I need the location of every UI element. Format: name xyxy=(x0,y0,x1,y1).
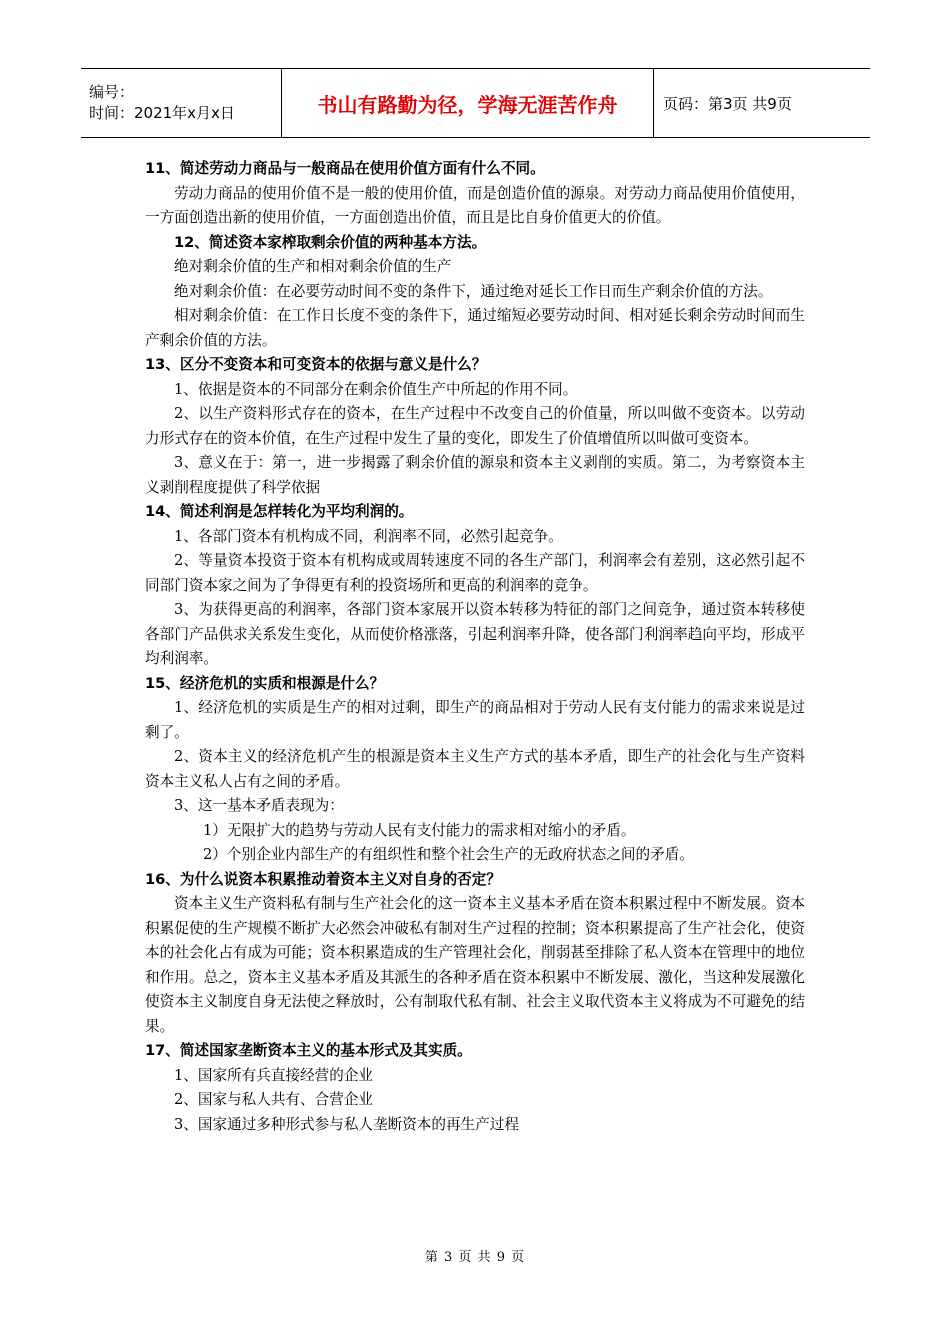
paragraph: 资本主义生产资料私有制与生产社会化的这一资本主义基本矛盾在资本积累过程中不断发展。资本积累促使的生产规模不断扩大必然会冲破私有制对生产过程的控制；资本积累提高了生产社会化，使资本的社会化占有成为可能；资本积累造成的生产管理社会化，削弱甚至排除了私人资本在管理中的地位和作用。总之，资本主义基本矛盾及其派生的各种矛盾在资本积累中不断发展、激化，当这种发展激化使资本主义制度自身无法使之释放时，公有制取代私有制、社会主义取代资本主义将成为不可避免的结果。 xyxy=(145,895,805,1035)
paragraph: 3、国家通过多种形式参与私人垄断资本的再生产过程 xyxy=(174,1115,519,1133)
question-title: 13、区分不变资本和可变资本的依据与意义是什么？ xyxy=(145,356,487,373)
paragraph: 1、依据是资本的不同部分在剩余价值生产中所起的作用不同。 xyxy=(174,380,578,398)
sub-paragraph: 1）无限扩大的趋势与劳动人民有支付能力的需求相对缩小的矛盾。 xyxy=(203,821,636,839)
paragraph: 1、各部门资本有机构成不同，利润率不同，必然引起竞争。 xyxy=(174,527,563,545)
document-body xyxy=(145,157,805,1137)
header-motto-cell xyxy=(282,69,654,137)
header-left-cell xyxy=(81,69,282,137)
question-title: 15、经济危机的实质和根源是什么？ xyxy=(145,674,385,692)
paragraph: 3、这一基本矛盾表现为： xyxy=(174,797,344,814)
number-label: 编号： xyxy=(89,83,135,101)
paragraph: 绝对剩余价值：在必要劳动时间不变的条件下，通过绝对延长工作日而生产剩余价值的方法。 xyxy=(174,282,773,300)
paragraph: 2、国家与私人共有、合营企业 xyxy=(174,1091,374,1108)
question-title: 11、简述劳动力商品与一般商品在使用价值方面有什么不同。 xyxy=(145,160,545,177)
paragraph: 绝对剩余价值的生产和相对剩余价值的生产 xyxy=(174,258,452,275)
page-footer: 第 3 页 共 9 页 xyxy=(424,1250,526,1265)
question-title: 14、简述利润是怎样转化为平均利润的。 xyxy=(145,503,414,520)
sub-paragraph: 2）个别企业内部生产的有组织性和整个社会生产的无政府状态之间的矛盾。 xyxy=(203,846,694,863)
paragraph: 2、等量资本投资于资本有机构成或周转速度不同的各生产部门，利润率会有差别，这必然引起不同部门资本家之间为了争得更有利的投资场所和更高的利润率的竞争。 xyxy=(145,552,805,594)
paragraph: 劳动力商品的使用价值不是一般的使用价值，而是创造价值的源泉。对劳动力商品使用价值使用，一方面创造出新的使用价值，一方面创造出价值，而且是比自身价值更大的价值。 xyxy=(145,184,805,226)
paragraph: 3、为获得更高的利润率，各部门资本家展开以资本转移为特征的部门之间竞争，通过资本转移使各部门产品供求关系发生变化，从而使价格涨落，引起利润率升降，使各部门利润率趋向平均，形成平均利润率。 xyxy=(145,601,805,667)
paragraph: 1、国家所有兵直接经营的企业 xyxy=(174,1066,374,1084)
paragraph: 2、以生产资料形式存在的资本，在生产过程中不改变自己的价值量，所以叫做不变资本。以劳动力形式存在的资本价值，在生产过程中发生了量的变化，即发生了价值增值所以叫做可变资本。 xyxy=(145,405,805,447)
question-title: 17、简述国家垄断资本主义的基本形式及其实质。 xyxy=(145,1042,472,1059)
header-right-cell xyxy=(654,69,870,137)
question-title: 12、简述资本家榨取剩余价值的两种基本方法。 xyxy=(174,233,487,251)
paragraph: 3、意义在于：第一，进一步揭露了剩余价值的源泉和资本主义剥削的实质。第二，为考察资本主义剥削程度提供了科学依据 xyxy=(145,454,805,496)
paragraph: 1、经济危机的实质是生产的相对过剩，即生产的商品相对于劳动人民有支付能力的需求来说是过剩了。 xyxy=(145,699,805,741)
page-header xyxy=(81,68,870,138)
question-title: 16、为什么说资本积累推动着资本主义对自身的否定？ xyxy=(145,870,501,888)
time-label: 时间：2021年x月x日 xyxy=(89,104,235,122)
paragraph: 相对剩余价值：在工作日长度不变的条件下，通过缩短必要劳动时间、相对延长剩余劳动时间而生产剩余价值的方法。 xyxy=(145,307,805,349)
page-label: 页码：第3页 共9页 xyxy=(663,94,792,113)
motto: 书山有路勤为径，学海无涯苦作舟 xyxy=(317,92,618,117)
paragraph: 2、资本主义的经济危机产生的根源是资本主义生产方式的基本矛盾，即生产的社会化与生产资料资本主义私人占有之间的矛盾。 xyxy=(145,748,805,790)
